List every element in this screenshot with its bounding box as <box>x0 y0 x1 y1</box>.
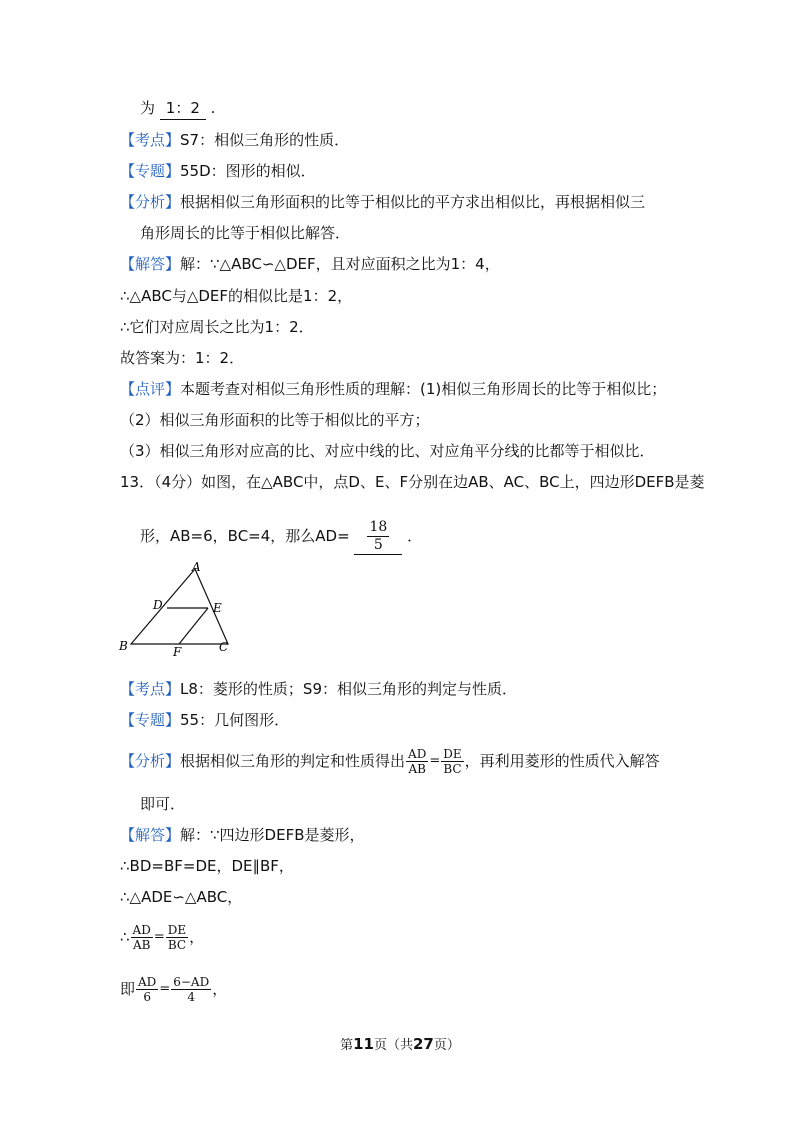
solution-2-step-1: ∴BD=BF=DE，DE∥BF， <box>120 857 294 875</box>
ratio-6-ad-4 <box>171 975 211 1004</box>
ratio-ad-6 <box>136 975 158 1004</box>
frac-num: DE <box>443 747 462 761</box>
dianping-line <box>120 378 666 400</box>
answer-suffix: . <box>210 99 216 117</box>
kaodian-text: S7：相似三角形的性质． <box>180 131 350 149</box>
frac-num: AD <box>408 747 427 761</box>
kaodian-tag-2: 【考点】 <box>120 680 181 698</box>
jieda-text-2: 解：∵四边形DEFB是菱形， <box>180 826 365 844</box>
dianping-point-3: （3）相似三角形对应高的比、对应中线的比、对应角平分线的比都等于相似比． <box>120 442 655 460</box>
jieda-text: 解：∵△ABC∽△DEF，且对应面积之比为1：4， <box>180 255 500 273</box>
answer-line <box>140 97 215 120</box>
kaodian-text-2: L8：菱形的性质；S9：相似三角形的判定与性质． <box>180 680 517 698</box>
footer-mid: 页（共 <box>373 1038 413 1053</box>
jieda-tag: 【解答】 <box>120 255 181 273</box>
frac-num: AD <box>138 975 157 989</box>
jieda-line-1 <box>120 253 500 275</box>
answer-fraction <box>367 519 389 554</box>
ratio-de-bc <box>441 747 463 776</box>
zhuanti-tag: 【专题】 <box>120 162 181 180</box>
fenxi-text: 根据相似三角形面积的比等于相似比的平方求出相似比，再根据相似三 <box>180 193 646 211</box>
question-13-text: 形，AB=6，BC=4，那么AD= <box>140 527 350 545</box>
answer-blank: 1：2 <box>160 97 206 120</box>
frac-den: 6 <box>143 990 151 1004</box>
fenxi-tag: 【分析】 <box>120 193 181 211</box>
frac-den: BC <box>443 762 462 776</box>
zhuanti-tag-2: 【专题】 <box>120 711 181 729</box>
zhuanti-line-2 <box>120 709 289 731</box>
fenxi-tag-2: 【分析】 <box>120 752 181 770</box>
fenxi-line-2 <box>120 742 660 781</box>
kaodian-tag: 【考点】 <box>120 131 181 149</box>
solution-answer: 故答案为：1：2． <box>120 349 245 367</box>
frac-num: AD <box>132 923 151 937</box>
fenxi-line-1b: 角形周长的比等于相似比解答． <box>140 224 351 242</box>
question-13-suffix: ． <box>407 527 423 545</box>
answer-blank-13 <box>354 519 402 555</box>
question-13-cont <box>140 519 422 555</box>
frac-num: DE <box>167 923 187 937</box>
footer-pre: 第 <box>340 1038 354 1053</box>
jieda-line-2 <box>120 824 365 846</box>
frac-den: 4 <box>187 990 196 1004</box>
solution-step-2: ∴它们对应周长之比为1：2． <box>120 318 314 336</box>
question-13: 13．（4分）如图，在△ABC中，点D、E、F分别在边AB、AC、BC上，四边形DEFB是菱 <box>120 473 705 491</box>
zhuanti-text: 55D：图形的相似． <box>180 162 316 180</box>
comma: ， <box>189 928 205 946</box>
ji-word: 即 <box>120 980 136 998</box>
fraction-denominator: 5 <box>373 537 383 553</box>
page-footer <box>0 1034 800 1053</box>
fenxi-text-2a: 根据相似三角形的判定和性质得出 <box>180 752 406 770</box>
zhuanti-text-2: 55：几何图形． <box>180 711 290 729</box>
label-B: B <box>119 639 128 653</box>
page-number: 11 <box>353 1035 374 1053</box>
label-C: C <box>219 640 229 654</box>
jieda-tag-2: 【解答】 <box>120 826 181 844</box>
comma: ， <box>212 980 228 998</box>
label-F: F <box>173 645 182 658</box>
label-E: E <box>213 601 222 615</box>
fenxi-text-2b: ，再利用菱形的性质代入解答 <box>464 752 660 770</box>
frac-den: BC <box>167 938 187 952</box>
triangle-figure <box>115 558 245 658</box>
fenxi-line-1 <box>120 191 645 213</box>
ratio-de-bc-2 <box>166 923 188 952</box>
frac-den: AB <box>132 938 151 952</box>
frac-num: 6−AD <box>173 975 210 989</box>
kaodian-line-1 <box>120 129 349 151</box>
footer-post: 页） <box>433 1038 460 1053</box>
equals: = <box>159 981 171 997</box>
ratio-ad-ab-2 <box>131 923 153 952</box>
solution-2-step-4 <box>120 970 227 1009</box>
kaodian-line-2 <box>120 678 517 700</box>
equals: = <box>153 929 165 945</box>
total-pages: 27 <box>413 1035 434 1053</box>
label-D: D <box>153 598 163 612</box>
fenxi-line-2b: 即可． <box>140 795 186 813</box>
answer-prefix: 为 <box>140 99 156 117</box>
zhuanti-line-1 <box>120 160 316 182</box>
frac-den: AB <box>408 762 426 776</box>
dianping-text: 本题考查对相似三角形性质的理解：(1)相似三角形周长的比等于相似比； <box>180 380 667 398</box>
dianping-tag: 【点评】 <box>120 380 181 398</box>
label-A: A <box>192 560 201 574</box>
dianping-point-2: （2）相似三角形面积的比等于相似比的平方； <box>120 411 430 429</box>
equals: = <box>429 753 441 769</box>
ratio-ad-ab <box>406 747 428 776</box>
solution-2-step-3 <box>120 918 204 957</box>
solution-2-step-2: ∴△ADE∽△ABC， <box>120 888 243 906</box>
solution-step-1: ∴△ABC与△DEF的相似比是1：2， <box>120 287 353 305</box>
fraction-numerator: 18 <box>369 519 388 535</box>
therefore-symbol: ∴ <box>120 928 130 946</box>
